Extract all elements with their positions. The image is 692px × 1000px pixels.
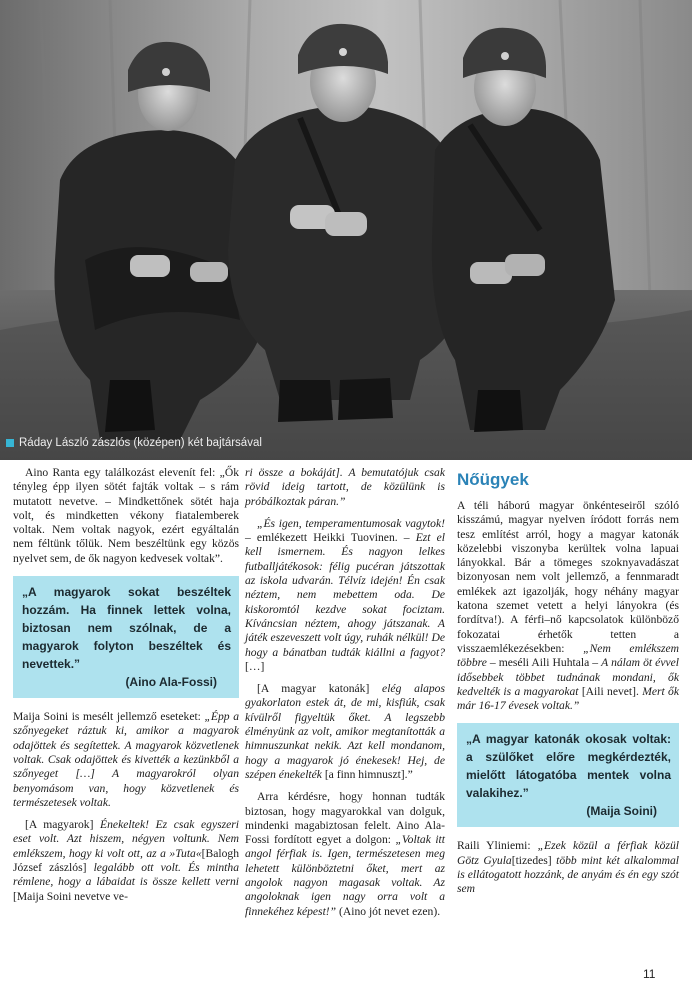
pull-quote-box	[457, 723, 679, 827]
text-column-1	[13, 466, 239, 912]
text-run: – emlékezett Heikki Tuovinen. –	[245, 531, 416, 545]
italic-quote-run: Mert ők már 16-17 évesek voltak.”	[457, 684, 679, 713]
italic-quote-run: Énekeltek! Ez csak egyszeri eset volt. Azt hiszem, négyen voltunk. Nem emlékszem, hogy ki volt ott, az a »Tuta«	[13, 818, 239, 860]
pull-quote-box	[13, 576, 239, 698]
italic-quote-run: ri össze a bokáját]. A bemutatójuk csak rövid ideig tartott, de közülünk is próbálkoztak páran.”	[245, 466, 445, 508]
pull-quote-source: (Aino Ala-Fossi)	[125, 675, 217, 690]
text-run: – meséli Aili Huhtala –	[486, 656, 602, 670]
paragraph	[13, 710, 239, 810]
text-run: Arra kérdésre, hogy honnan tudták biztosan, hogy magyarokkal van dolguk, mindenki magabiztosan felelt. Aino Ala-Fossi fordított egyet a dolgon:	[245, 790, 445, 847]
italic-quote-run: több mint két alkalommal is ellátogatott hozzánk, de anyám és én egy szót sem	[457, 853, 680, 896]
text-run: [Balogh József zászlós]	[13, 846, 239, 875]
photo-caption	[6, 433, 262, 453]
italic-quote-run: „Épp a szőnyegeket ráztuk ki, amikor a magyarok odajöttek és segítettek. A magyarok közvetlenek voltak. Csak odajöttek és kivették a kezünkből a szőnyeget […] A magyarokról olyan benyomásom van, hogy közvetlenek és természetesek voltak.	[13, 710, 239, 809]
text-run: [tizedes]	[511, 853, 552, 867]
text-run: [A magyarok]	[25, 818, 101, 832]
text-run: [Aili nevet].	[578, 684, 643, 698]
caption-marker-icon	[6, 439, 14, 447]
text-run: Maija Soini is mesélt jellemző eseteket:	[13, 710, 205, 724]
italic-quote-run: „Nem emlékszem többre	[457, 641, 679, 670]
text-run: A téli háború magyar önkénteseiről szóló kisszámú, magyar nyelven íródott forrás nem tesz említést arról, hogy a magyar katonák közelebbi viszonyba kerültek volna lapuai lányokkal. Bár a tömeges szoknyavadászat bizonyosan nem volt jellemző, a fennmaradt emlékek azt igazolják, hogy néhány magyar katona szemet vetett a helyi lányokra (és fordítva!). A férfi–nő kapcsolatok különböző fokozatai érhetők tetten a visszaemlékezésekben:	[457, 499, 679, 655]
photo-three-soldiers	[0, 0, 692, 460]
section-title: Nőügyek	[457, 470, 529, 489]
soldiers-photo-graphic	[0, 0, 692, 460]
italic-quote-run: „Ezek közül a férfiak közül Götz Gyula	[457, 839, 679, 867]
text-run: […]	[245, 659, 265, 673]
italic-quote-run: Ezt el kell ismernem. És nagyon lelkes futballjátékosok: félig pucéran játszottak az iskola udvarán. Télvíz idején! Én csak néztem, nem mebettem oda. De kiskoromtól kezdve sokat fociztam. Kíváncsian néztem, ahogy játszanak. A játék eszeveszett volt úgy, ruhák nélkül! De hogy a bánatban tudták kiállni a fagyot?	[245, 531, 445, 659]
paragraph	[457, 499, 679, 713]
italic-quote-run: A nálam öt évvel idősebbek többet tudnának mondani, ők kedvelték is a magyarokat	[457, 656, 679, 698]
paragraph	[457, 839, 679, 896]
page-number: 11	[643, 967, 656, 981]
paragraph	[245, 682, 445, 782]
italic-quote-run: legalább ott volt. És mintha rémlene, hogy a lábaidat is össze kellett verni	[13, 861, 239, 889]
italic-quote-run: „És igen, temperamentumosak vagytok!	[257, 516, 445, 530]
text-run: Raili Yliniemi:	[457, 839, 538, 853]
photo-caption-text: Ráday László zászlós (középen) két bajtársával	[19, 437, 262, 449]
paragraph	[245, 517, 445, 674]
paragraph	[13, 818, 239, 904]
pull-quote-text: „A magyarok sokat beszéltek hozzám. Ha finnek lettek volna, biztosan nem szólnak, de a magyarok folyton beszéltek és nevettek.”	[22, 585, 231, 672]
paragraph: Aino Ranta egy találkozást elevenít fel: „Ők tényleg épp ilyen sötét fajták voltak – s rám mutatott nevetve. – Mindkettőnek sötét haja volt, és mindketten vékony fiatalemberek voltak. Nem voltak nagyok, ezért egyáltalán nem féltünk tőlük. Nem beszéltünk egy közös nyelvet sem, de ők nagyon kedvesek voltak”.	[13, 466, 239, 565]
text-run: [A magyar katonák]	[257, 682, 370, 696]
paragraph	[245, 790, 445, 919]
text-column-3	[457, 470, 679, 905]
italic-quote-run: „Voltak itt angol férfiak is. Igen, természetesen meg lehetett különböztetni őket, mert az angolok nagyon magasak voltak. Az angoloknak igen nagy orra volt a finnekéhez képest!”	[245, 833, 445, 918]
italic-quote-run: elég alapos gyakorlaton estek át, de mi, kisfiúk, csak kívülről figyeltük őket. A legszebb élményünk az volt, amikor megtanították a himnuszunkat nekik. Azt kell mondanom, hogy a magyarok jó énekesek! Hej, de szépen énekelték	[245, 682, 445, 781]
text-run: [a finn himnuszt].”	[321, 767, 413, 781]
pull-quote-source: (Maija Soini)	[586, 804, 657, 819]
text-column-2	[245, 466, 445, 927]
text-run: [Maija Soini nevetve ve-	[13, 889, 128, 903]
text-run: (Aino jót nevet ezen).	[336, 904, 441, 918]
pull-quote-text: „A magyar katonák okosak voltak: a szülőket előre megkérdezték, mielőtt látogatóba mentek volna valakihez.”	[466, 732, 671, 801]
paragraph	[245, 466, 445, 509]
